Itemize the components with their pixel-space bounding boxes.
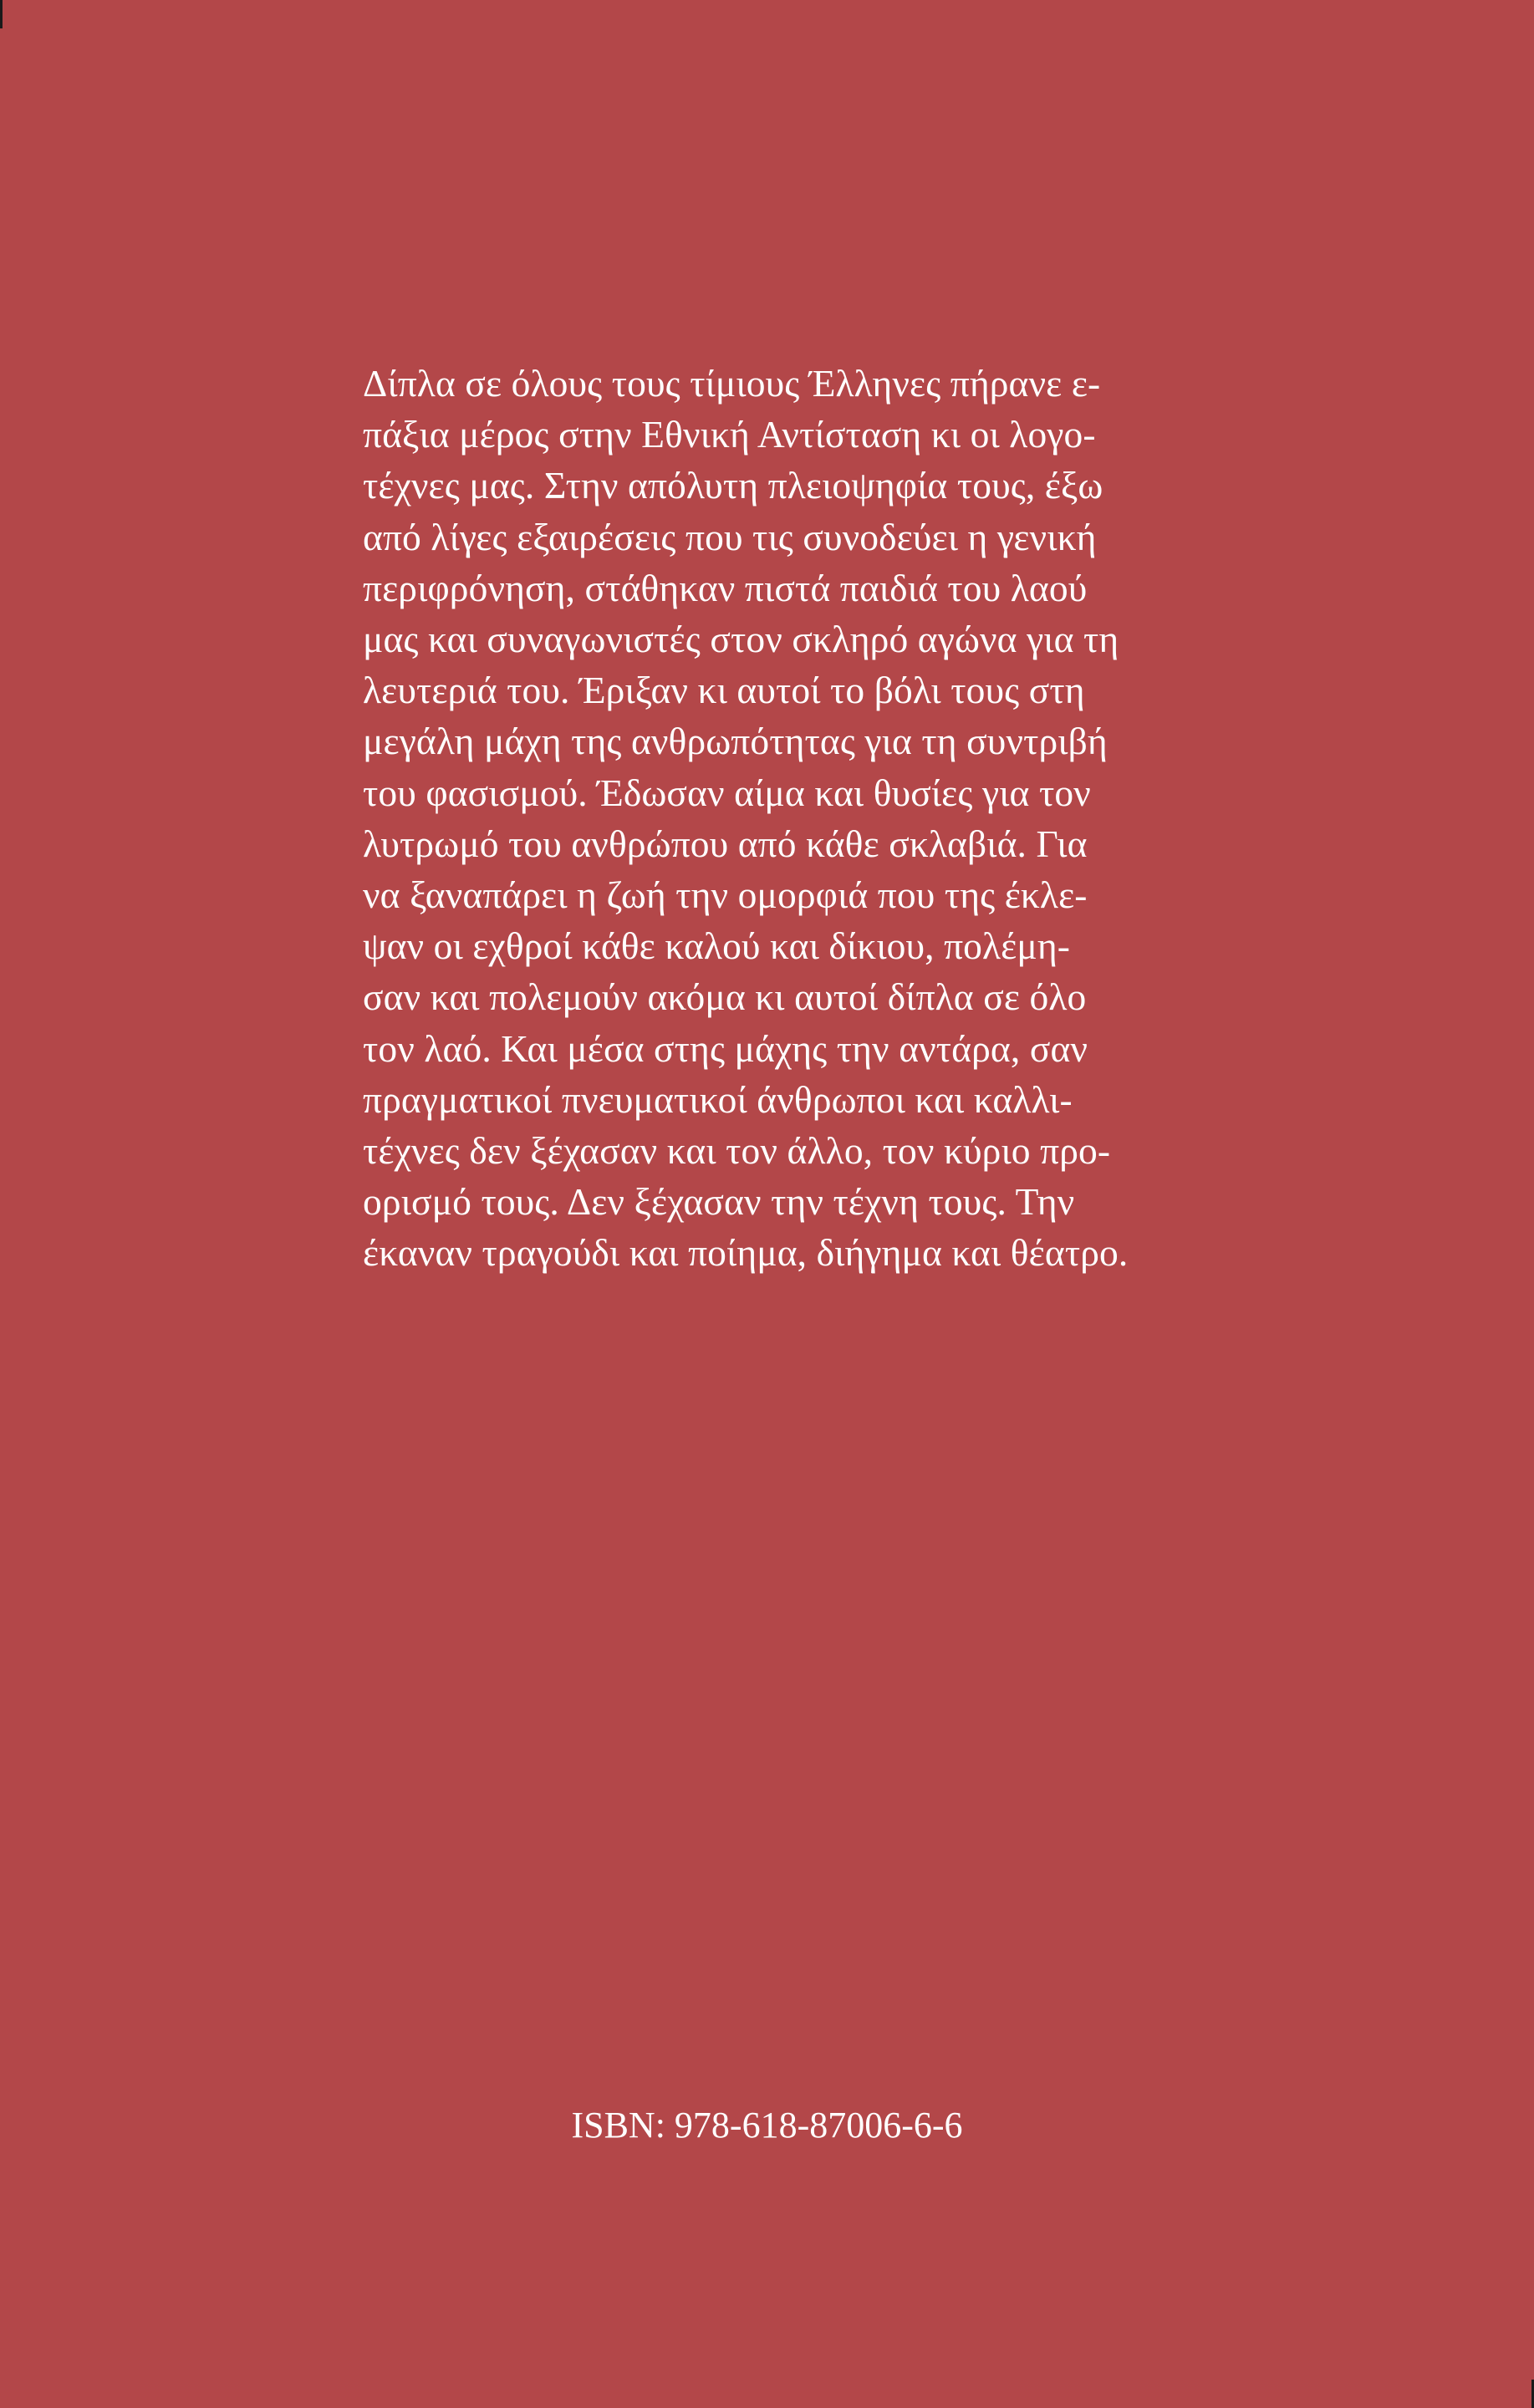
blurb-line: μεγάλη μάχη της ανθρωπότητας για τη συντριβή: [363, 720, 1108, 763]
crop-mark-top-left: [0, 0, 3, 28]
blurb-line: τέχνες μας. Στην απόλυτη πλειοψηφία τους, έξω: [363, 464, 1103, 507]
blurb-line: Δίπλα σε όλους τους τίμιους Έλληνες πήρανε ε-: [363, 362, 1101, 405]
isbn-label: ISBN: 978-618-87006-6-6: [571, 2105, 963, 2146]
blurb-line: λευτεριά του. Έριξαν κι αυτοί το βόλι τους στη: [363, 669, 1085, 712]
blurb-line: τέχνες δεν ξέχασαν και τον άλλο, τον κύριο προ-: [363, 1129, 1111, 1173]
back-cover-blurb: [363, 358, 1190, 1279]
blurb-line: περιφρόνηση, στάθηκαν πιστά παιδιά του λαού: [363, 566, 1088, 609]
blurb-line: σαν και πολεμούν ακόμα κι αυτοί δίπλα σε όλο: [363, 975, 1087, 1019]
blurb-line: λυτρωμό του ανθρώπου από κάθε σκλαβιά. Για: [363, 822, 1088, 865]
blurb-line: πραγματικοί πνευματικοί άνθρωποι και καλλι-: [363, 1077, 1073, 1121]
blurb-line: ψαν οι εχθροί κάθε καλού και δίκιου, πολέμη-: [363, 924, 1071, 968]
blurb-line: μας και συναγωνιστές στον σκληρό αγώνα για τη: [363, 618, 1119, 661]
blurb-line: του φασισμού. Έδωσαν αίμα και θυσίες για τον: [363, 771, 1091, 814]
blurb-line: να ξαναπάρει η ζωή την ομορφιά που της έκλε-: [363, 873, 1088, 917]
blurb-line: τον λαό. Και μέσα στης μάχης την αντάρα, σαν: [363, 1026, 1088, 1070]
blurb-line: από λίγες εξαιρέσεις που τις συνοδεύει η γενική: [363, 515, 1097, 558]
blurb-line: πάξια μέρος στην Εθνική Αντίσταση κι οι λογο-: [363, 413, 1096, 456]
blurb-line: ορισμό τους. Δεν ξέχασαν την τέχνη τους. Την: [363, 1180, 1075, 1224]
blurb-line: έκαναν τραγούδι και ποίημα, διήγημα και θέατρο.: [363, 1231, 1129, 1275]
